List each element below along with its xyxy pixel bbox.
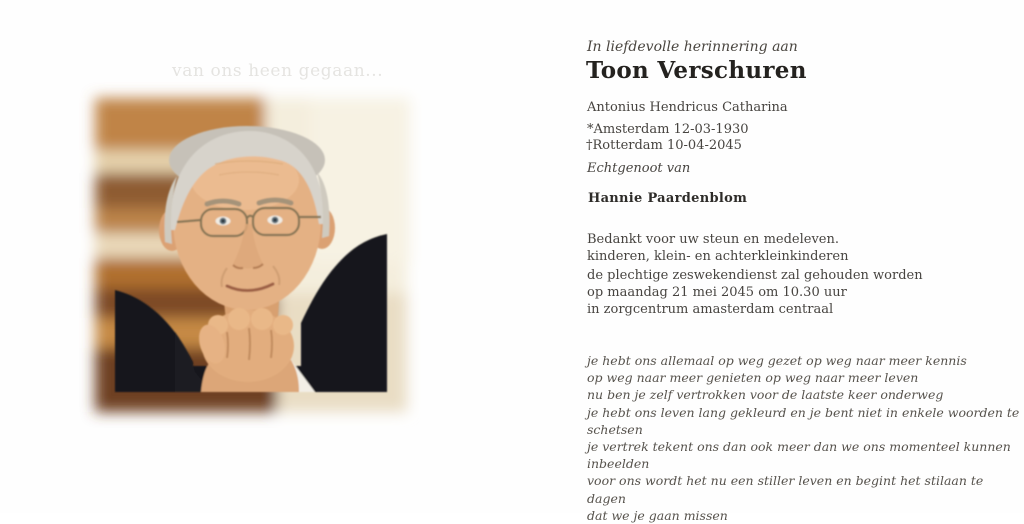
thanks-line: kinderen, klein- en achterkleinkinderen [587, 249, 849, 264]
thanks-block [587, 231, 848, 265]
service-line: op maandag 21 mei 2045 om 10.30 uur [587, 285, 847, 300]
poem-line: je hebt ons allemaal op weg gezet op weg naar meer kennis [587, 353, 967, 368]
spouse-name: Hannie Paardenblom [588, 191, 748, 206]
poem-line: je vertrek tekent ons dan ook meer dan we ons momenteel kunnen inbeelden [587, 439, 1011, 472]
poem-block [587, 352, 1024, 524]
left-panel-caption: van ons heen gegaan... [172, 61, 384, 81]
poem-line: je hebt ons leven lang gekleurd en je bent niet in enkele woorden te schetsen [587, 404, 1020, 437]
poem-line: dat we je gaan missen [587, 507, 728, 523]
spouse-label: Echtgenoot van [587, 161, 691, 176]
portrait-photo [115, 118, 387, 392]
poem-line: voor ons wordt het nu een stiller leven en begint het stilaan te dagen [587, 473, 984, 506]
deceased-name: Toon Verschuren [586, 57, 807, 84]
poem-line: nu ben je zelf vertrokken voor de laatste keer onderweg [587, 387, 944, 403]
service-block [587, 267, 923, 318]
intro-line: In liefdevolle herinnering aan [587, 39, 798, 55]
portrait-photo-illustration [115, 118, 387, 392]
thanks-line: Bedankt voor uw steun en medeleven. [587, 232, 839, 247]
full-name: Antonius Hendricus Catharina [587, 100, 788, 115]
death-line: †Rotterdam 10-04-2045 [586, 138, 742, 153]
service-line: in zorgcentrum amasterdam centraal [587, 302, 834, 317]
service-line: de plechtige zeswekendienst zal gehouden worden [587, 268, 923, 283]
birth-line: *Amsterdam 12-03-1930 [587, 122, 749, 137]
poem-line: op weg naar meer genieten op weg naar meer leven [587, 370, 919, 386]
